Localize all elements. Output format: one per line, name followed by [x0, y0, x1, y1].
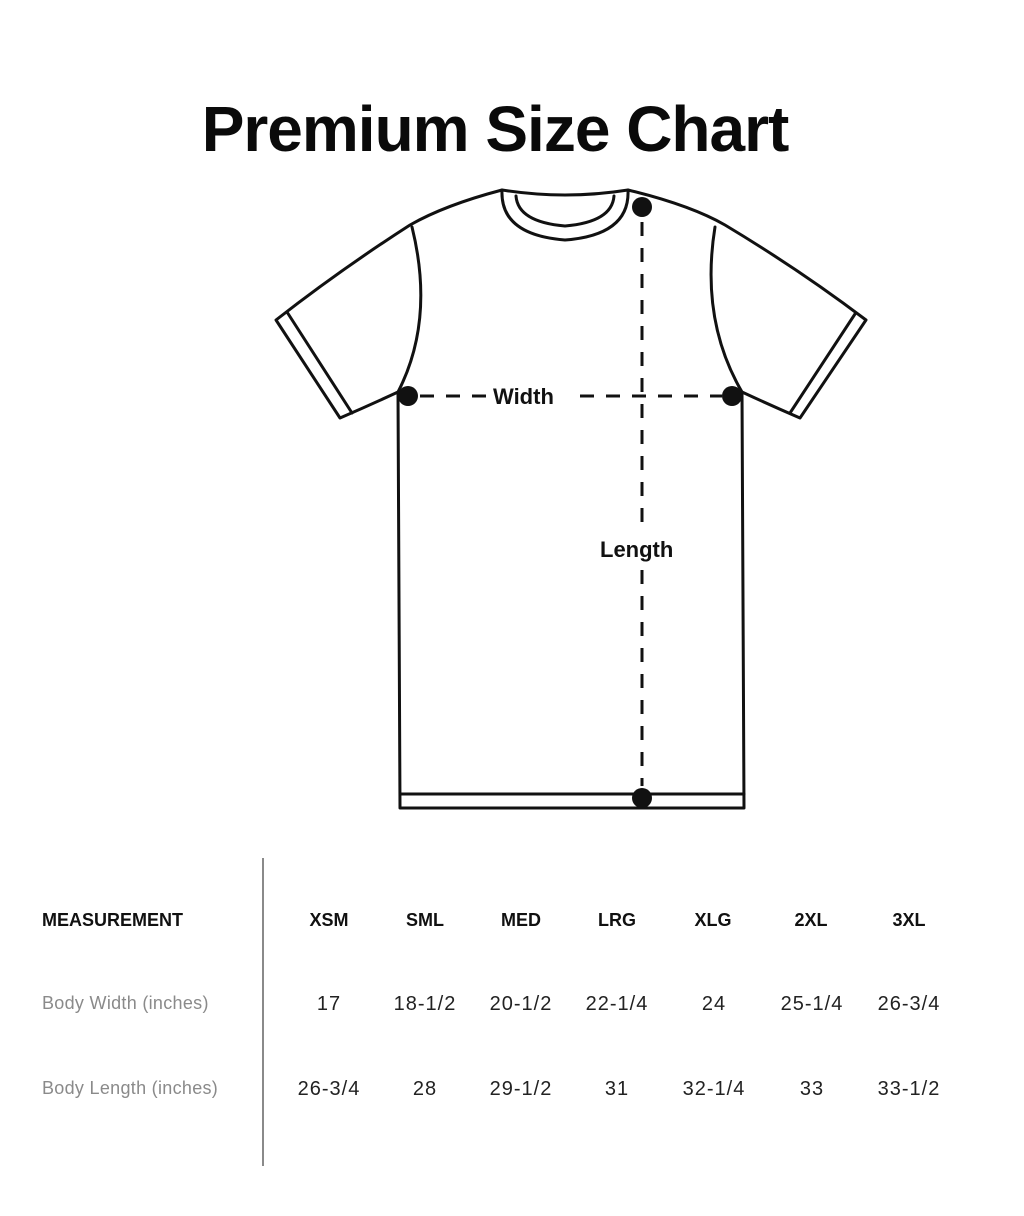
body-length-lrg: 31 — [604, 1078, 630, 1100]
width-measure — [398, 384, 742, 409]
tshirt-left-sleeve-seam — [398, 227, 421, 392]
size-header-xlg: XLG — [694, 910, 732, 930]
row-label-body-width: Body Width (inches) — [42, 993, 209, 1013]
length-measure — [600, 197, 673, 808]
body-width-3xl: 26-3/4 — [877, 993, 941, 1015]
page-title: Premium Size Chart — [201, 93, 789, 165]
measurement-header: MEASUREMENT — [42, 910, 184, 930]
tshirt-right-sleeve-hem — [790, 314, 855, 413]
body-width-med: 20-1/2 — [489, 993, 553, 1015]
body-length-2xl: 33 — [799, 1078, 825, 1100]
size-header-3xl: 3XL — [892, 910, 926, 930]
length-top-point — [632, 197, 652, 217]
tshirt-collar-inner — [516, 196, 614, 226]
body-width-2xl: 25-1/4 — [780, 993, 844, 1015]
body-width-xsm: 17 — [316, 993, 342, 1015]
size-header-sml: SML — [406, 910, 444, 930]
body-length-med: 29-1/2 — [489, 1078, 553, 1100]
tshirt-body-outline — [276, 190, 866, 808]
body-length-xlg: 32-1/4 — [682, 1078, 746, 1100]
length-bottom-point — [632, 788, 652, 808]
size-header-xsm: XSM — [309, 910, 349, 930]
tshirt-outline — [276, 190, 866, 808]
body-length-sml: 28 — [412, 1078, 438, 1100]
tshirt-right-sleeve-seam — [711, 227, 742, 392]
body-width-xlg: 24 — [701, 993, 727, 1015]
tshirt-left-sleeve-hem — [287, 312, 352, 413]
row-label-body-length: Body Length (inches) — [42, 1078, 219, 1098]
size-header-2xl: 2XL — [794, 910, 828, 930]
tshirt-collar-outer — [502, 190, 628, 240]
body-width-sml: 18-1/2 — [393, 993, 457, 1015]
body-length-xsm: 26-3/4 — [297, 1078, 361, 1100]
width-left-point — [398, 386, 418, 406]
size-header-med: MED — [501, 910, 541, 930]
body-width-lrg: 22-1/4 — [585, 993, 649, 1015]
length-label: Length — [600, 537, 674, 562]
size-header-lrg: LRG — [598, 910, 636, 930]
width-right-point — [722, 386, 742, 406]
table-divider — [262, 858, 264, 1166]
width-label: Width — [493, 384, 554, 409]
body-length-3xl: 33-1/2 — [877, 1078, 941, 1100]
